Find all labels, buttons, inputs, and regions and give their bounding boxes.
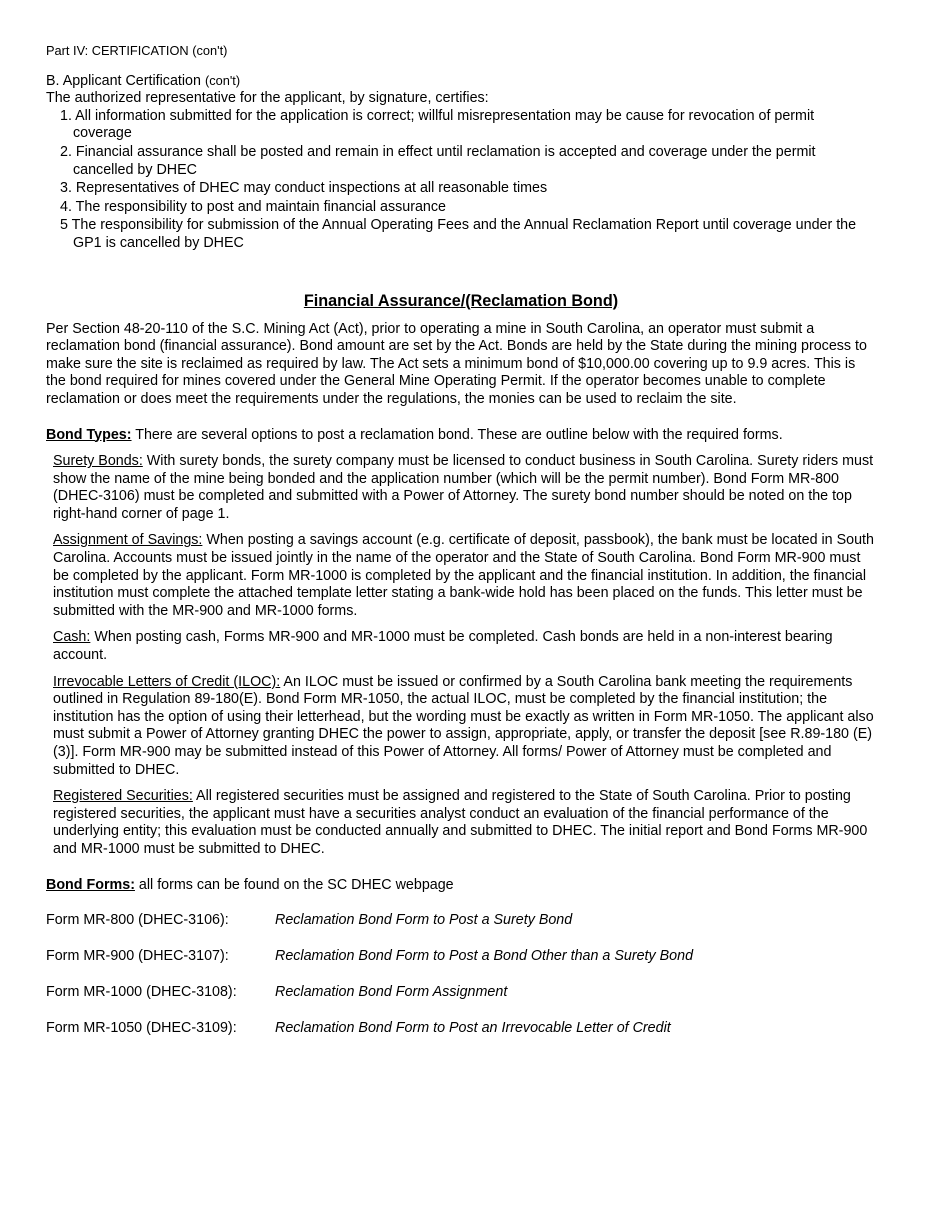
bond-form-code: Form MR-1050 (DHEC-3109):: [46, 1020, 237, 1037]
bond-form-row: [46, 1020, 876, 1038]
bond-type-text: When posting cash, Forms MR-900 and MR-1000 must be completed. Cash bonds are held in a non-interest bearing account.: [53, 629, 833, 664]
bond-type-registered-securities: [53, 788, 876, 858]
bond-form-row: [46, 912, 876, 930]
bond-type-label: Cash:: [53, 629, 91, 646]
section-b-cont: (con't): [204, 72, 241, 88]
bond-form-row: [46, 948, 876, 966]
bond-form-code: Form MR-1000 (DHEC-3108):: [46, 984, 237, 1001]
bond-form-name: Reclamation Bond Form to Post an Irrevocable Letter of Credit: [275, 1020, 671, 1037]
bond-type-text: When posting a savings account (e.g. certificate of deposit, passbook), the bank must be located in South Carolina. Accounts must be issued jointly in the name of the operator and the State of South Carolina. Bond Form MR-900 must be completed by the applicant. Form MR-1000 is completed by the applicant and the financial institution. In addition, the financial institution must complete the attached template letter stating a bank-wide hold has been placed on the funds. This letter must be submitted with the MR-900 and MR-1000 forms.: [53, 532, 874, 619]
bond-form-code: Form MR-800 (DHEC-3106):: [46, 912, 229, 929]
financial-assurance-title: Financial Assurance/(Reclamation Bond): [303, 291, 619, 310]
certification-list: [46, 108, 876, 253]
section-b-title: B. Applicant Certification: [46, 72, 201, 89]
bond-type-surety: [53, 453, 876, 523]
bond-forms-intro: [46, 877, 876, 895]
bond-form-code: Form MR-900 (DHEC-3107):: [46, 948, 229, 965]
bond-types-text: There are several options to post a reclamation bond. These are outline below with the required forms.: [131, 426, 783, 443]
document-page: [46, 38, 876, 1056]
bond-type-text: All registered securities must be assigned and registered to the State of South Carolina. Prior to posting registered securities, the applicant must have a securities analyst conduct an evaluation of the financial performance of the underlying entity; this evaluation must be conducted annually and submitted to DHEC. The initial report and Bond Forms MR-900 and MR-1000 must be submitted to DHEC.: [53, 788, 868, 857]
bond-type-text: With surety bonds, the surety company must be licensed to conduct business in South Carolina. Surety riders must show the name of the mine being bonded and the application number (which will be the permit number). Bond Form MR-800 (DHEC-3106) must be completed and submitted with a Power of Attorney. The surety bond number should be noted on the top right-hand corner of page 1.: [53, 453, 874, 522]
certification-item: 3. Representatives of DHEC may conduct inspections at all reasonable times: [60, 180, 548, 197]
bond-type-label: Irrevocable Letters of Credit (ILOC):: [53, 673, 281, 690]
financial-assurance-paragraph: Per Section 48-20-110 of the S.C. Mining Act (Act), prior to operating a mine in South Carolina, an operator must submit a reclamation bond (financial assurance). Bond amount are set by the Act. Bonds are held by the State during the mining process to make sure the site is reclaimed as required by law. The Act sets a minimum bond of $10,000.00 covering up to 9.9 acres. This is the bond required for mines covered under the General Mine Operating Permit. If the operator becomes unable to complete reclamation or does meet the requirements under the regulations, the monies can be used to reclaim the site.: [46, 320, 867, 407]
bond-form-name: Reclamation Bond Form to Post a Surety Bond: [275, 912, 573, 929]
section-b-heading: [46, 72, 876, 91]
certification-item: 2. Financial assurance shall be posted and remain in effect until reclamation is accepted and coverage under the permit cancelled by DHEC: [60, 143, 816, 178]
bond-type-text: An ILOC must be issued or confirmed by a South Carolina bank meeting the requirements outlined in Regulation 89-180(E). Bond Form MR-1050, the actual ILOC, must be completed by the financial institution; the institution has the option of using their letterhead, but the wording must be exactly as written in Form MR-1050. The applicant also must submit a Power of Attorney granting DHEC the power to assign, appropriate, apply, or transfer the deposit [see R.89-180 (E) (3)]. Form MR-900 may be submitted instead of this Power of Attorney. All forms/ Power of Attorney must be completed and submitted to DHEC.: [53, 673, 874, 778]
bond-type-label: Assignment of Savings:: [53, 532, 203, 549]
bond-type-iloc: [53, 674, 876, 780]
bond-form-name: Reclamation Bond Form Assignment: [275, 984, 508, 1001]
bond-type-assignment-of-savings: [53, 532, 876, 620]
part-title: Part IV: CERTIFICATION (con't): [46, 43, 228, 58]
bond-type-label: Surety Bonds:: [53, 453, 143, 470]
certification-item: 1. All information submitted for the application is correct; willful misrepresentation may be cause for revocation of permit coverage: [60, 107, 815, 142]
bond-form-row: [46, 984, 876, 1002]
bond-type-label: Registered Securities:: [53, 788, 193, 805]
certification-item: 4. The responsibility to post and maintain financial assurance: [60, 198, 446, 215]
certification-intro: The authorized representative for the applicant, by signature, certifies:: [46, 90, 489, 107]
bond-types-label: Bond Types:: [46, 426, 132, 443]
bond-forms-text: all forms can be found on the SC DHEC webpage: [134, 876, 454, 893]
bond-type-cash: [53, 629, 876, 664]
bond-form-name: Reclamation Bond Form to Post a Bond Other than a Surety Bond: [275, 948, 694, 965]
certification-item: 5 The responsibility for submission of the Annual Operating Fees and the Annual Reclamation Report until coverage under the GP1 is cancelled by DHEC: [60, 217, 857, 251]
bond-forms-label: Bond Forms:: [46, 876, 135, 893]
bond-types-intro: [46, 427, 876, 445]
